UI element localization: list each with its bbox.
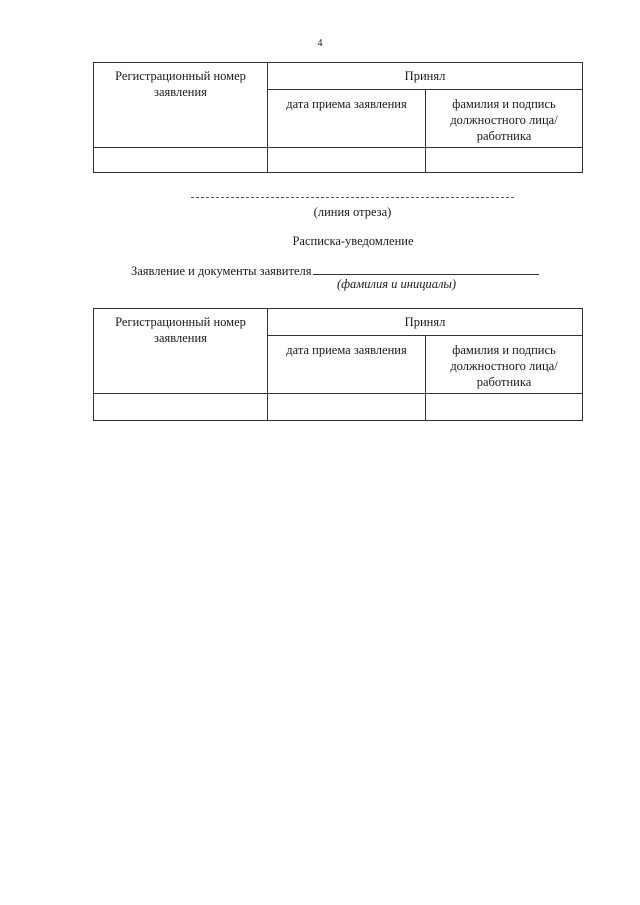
cell-signature xyxy=(426,148,583,173)
header-accepted: Принял xyxy=(268,309,583,336)
cell-reg-number xyxy=(94,148,268,173)
applicant-line xyxy=(131,262,539,279)
header-date: дата приема заявления xyxy=(268,90,426,148)
header-accepted: Принял xyxy=(268,63,583,90)
applicant-label: Заявление и документы заявителя xyxy=(131,264,312,278)
cut-line-caption: (линия отреза) xyxy=(313,205,392,219)
header-signature: фамилия и подпись должностного лица/работника xyxy=(426,336,583,394)
applicant-hint: (фамилия и инициалы) xyxy=(337,277,457,291)
table-row xyxy=(94,148,583,173)
page-number: 4 xyxy=(317,38,323,49)
header-reg-number: Регистрационный номер заявления xyxy=(94,63,268,148)
registration-table-bottom xyxy=(93,308,583,421)
header-date: дата приема заявления xyxy=(268,336,426,394)
cell-date xyxy=(268,148,426,173)
cell-reg-number xyxy=(94,394,268,421)
cut-line xyxy=(191,197,514,198)
table-row xyxy=(94,394,583,421)
cell-signature xyxy=(426,394,583,421)
receipt-title: Расписка-уведомление xyxy=(292,234,414,248)
header-signature: фамилия и подпись должностного лица/работника xyxy=(426,90,583,148)
registration-table-top xyxy=(93,62,583,173)
cell-date xyxy=(268,394,426,421)
applicant-name-blank xyxy=(313,262,539,275)
header-reg-number: Регистрационный номер заявления xyxy=(94,309,268,394)
